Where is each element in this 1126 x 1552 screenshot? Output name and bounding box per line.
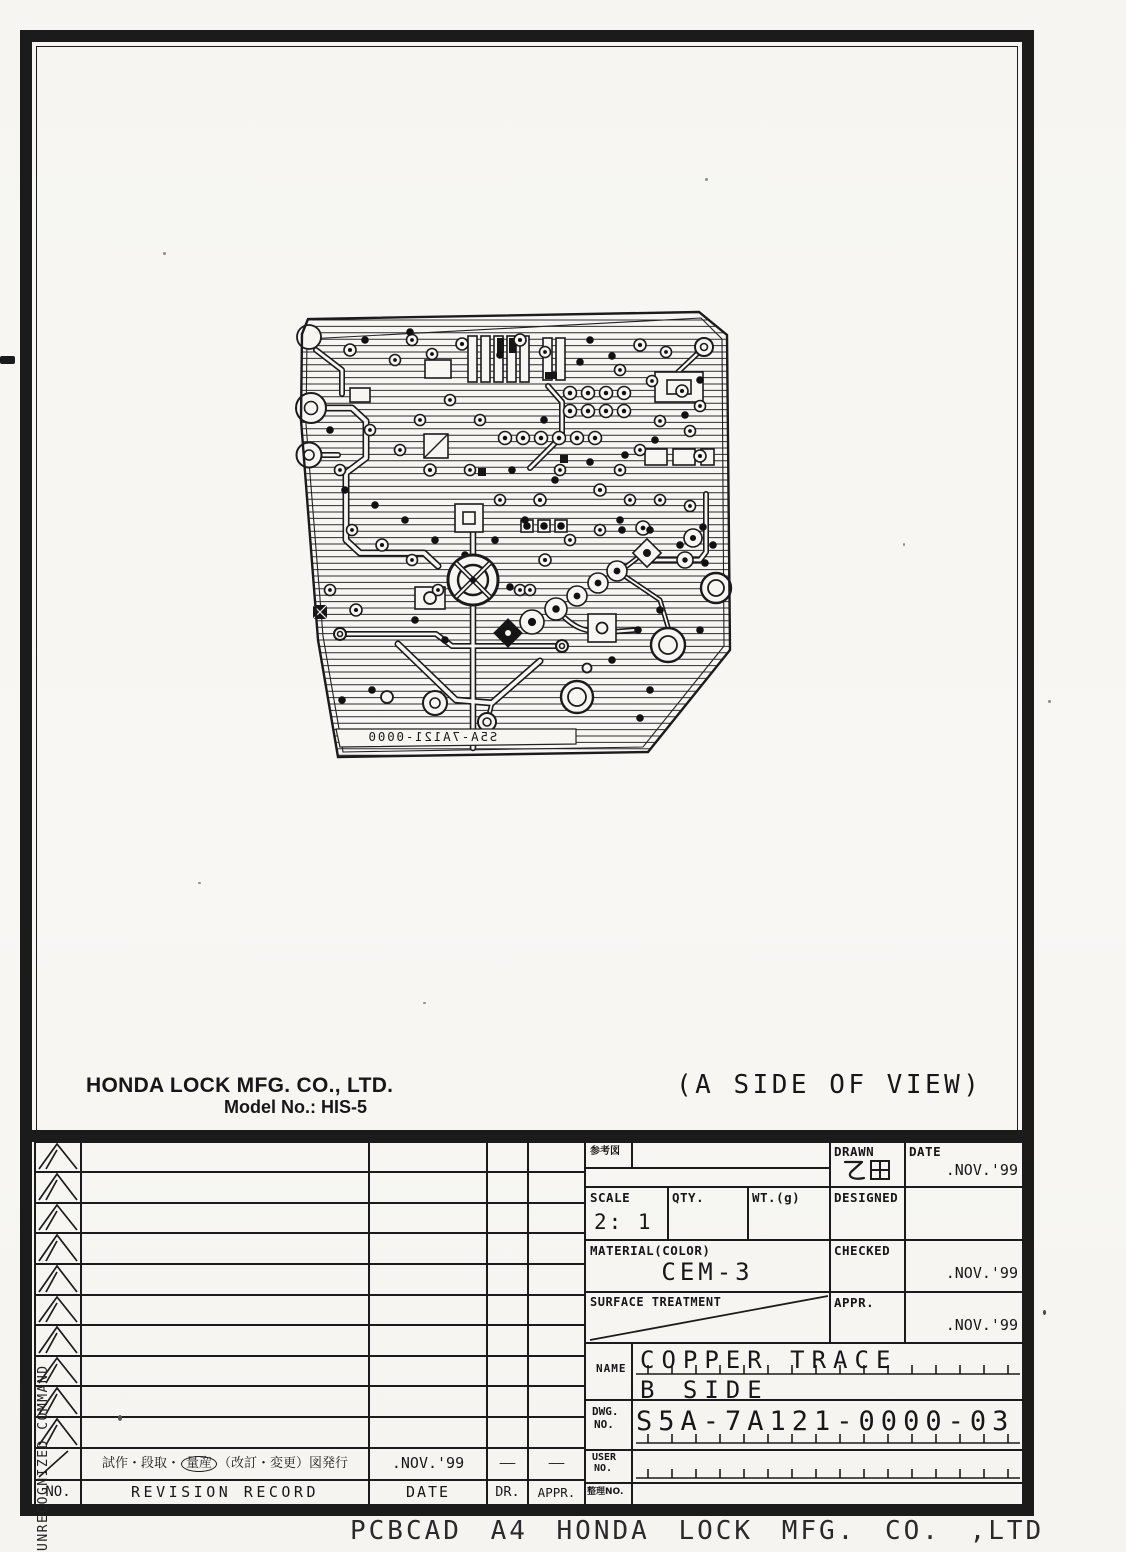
user-no-label-line2: NO.	[594, 1463, 613, 1474]
wt-label: WT.(g)	[752, 1190, 801, 1205]
board-label-mirrored: S5A-7A121-0000	[366, 729, 498, 744]
dwg-no-value: S5A-7A121-0000-03	[636, 1406, 1015, 1437]
material-label: MATERIAL(COLOR)	[590, 1243, 711, 1258]
col-header-date: DATE	[405, 1482, 451, 1501]
designed-label: DESIGNED	[834, 1190, 899, 1205]
scan-speck	[1043, 1310, 1046, 1315]
inner-border-line	[36, 46, 1018, 1132]
revision-record-circled: 量産	[181, 1456, 217, 1472]
margin-plotter-note: UNRECOGNIZED COMMAND	[36, 1364, 51, 1551]
dwg-no-label-line2: NO.	[594, 1418, 614, 1431]
revision-row-dr: ——	[499, 1456, 516, 1472]
plot-footer-caption: PCBCAD A4 HONDA LOCK MFG. CO. ,LTD	[350, 1516, 1045, 1546]
checked-label: CHECKED	[834, 1243, 891, 1258]
name-value-line1: COPPER TRACE	[640, 1346, 898, 1374]
title-block-top-band	[20, 1130, 1034, 1142]
drawn-label: DRAWN	[834, 1144, 875, 1159]
revision-row-appr: ——	[548, 1456, 565, 1472]
drawn-date-value: .NOV.'99	[945, 1161, 1018, 1179]
model-number: Model No.: HIS-5	[224, 1097, 367, 1117]
frame-left	[20, 30, 32, 1516]
scan-speck	[118, 1415, 122, 1421]
revision-record-post: （改訂・変更）図発行	[218, 1456, 349, 1472]
col-header-no: NO.	[45, 1484, 71, 1501]
material-value: CEM-3	[661, 1258, 754, 1287]
scan-speck	[163, 252, 166, 255]
file-no-label: 整理NO.	[587, 1487, 624, 1497]
scale-label: SCALE	[590, 1190, 631, 1205]
appr-date-value: .NOV.'99	[945, 1316, 1018, 1334]
revision-row-date: .NOV.'99	[391, 1454, 465, 1473]
name-label: NAME	[596, 1362, 627, 1375]
view-label: (A SIDE OF VIEW)	[676, 1070, 983, 1100]
col-header-record: REVISION RECORD	[131, 1482, 319, 1501]
col-header-dr: DR.	[495, 1484, 520, 1501]
frame-right	[1022, 30, 1034, 1516]
scan-speck	[0, 356, 15, 364]
user-no-label-line1: USER	[592, 1452, 617, 1463]
checked-date-value: .NOV.'99	[945, 1264, 1018, 1282]
scan-speck	[1048, 700, 1051, 703]
appr-label: APPR.	[834, 1295, 875, 1310]
dwg-no-label-line1: DWG.	[592, 1405, 619, 1418]
scan-speck	[423, 1002, 426, 1004]
date-label: DATE	[909, 1144, 942, 1159]
col-header-appr: APPR.	[537, 1484, 576, 1500]
name-value-line2: B SIDE	[640, 1376, 769, 1404]
scan-speck	[705, 178, 708, 181]
scale-value: 2: 1	[594, 1210, 653, 1234]
frame-bottom	[20, 1504, 1034, 1516]
company-name: HONDA LOCK MFG. CO., LTD.	[86, 1074, 394, 1097]
surface-treatment-label: SURFACE TREATMENT	[590, 1295, 722, 1309]
revision-row-record	[83, 1449, 367, 1479]
revision-record-pre: 試作・段取・	[101, 1456, 180, 1472]
frame-top	[20, 30, 1034, 42]
drawn-name-kanji	[841, 1157, 893, 1183]
scan-speck	[198, 882, 201, 884]
ref-figure-label: 参考図	[590, 1146, 620, 1157]
qty-label: QTY.	[672, 1190, 705, 1205]
scan-speck	[903, 543, 905, 546]
